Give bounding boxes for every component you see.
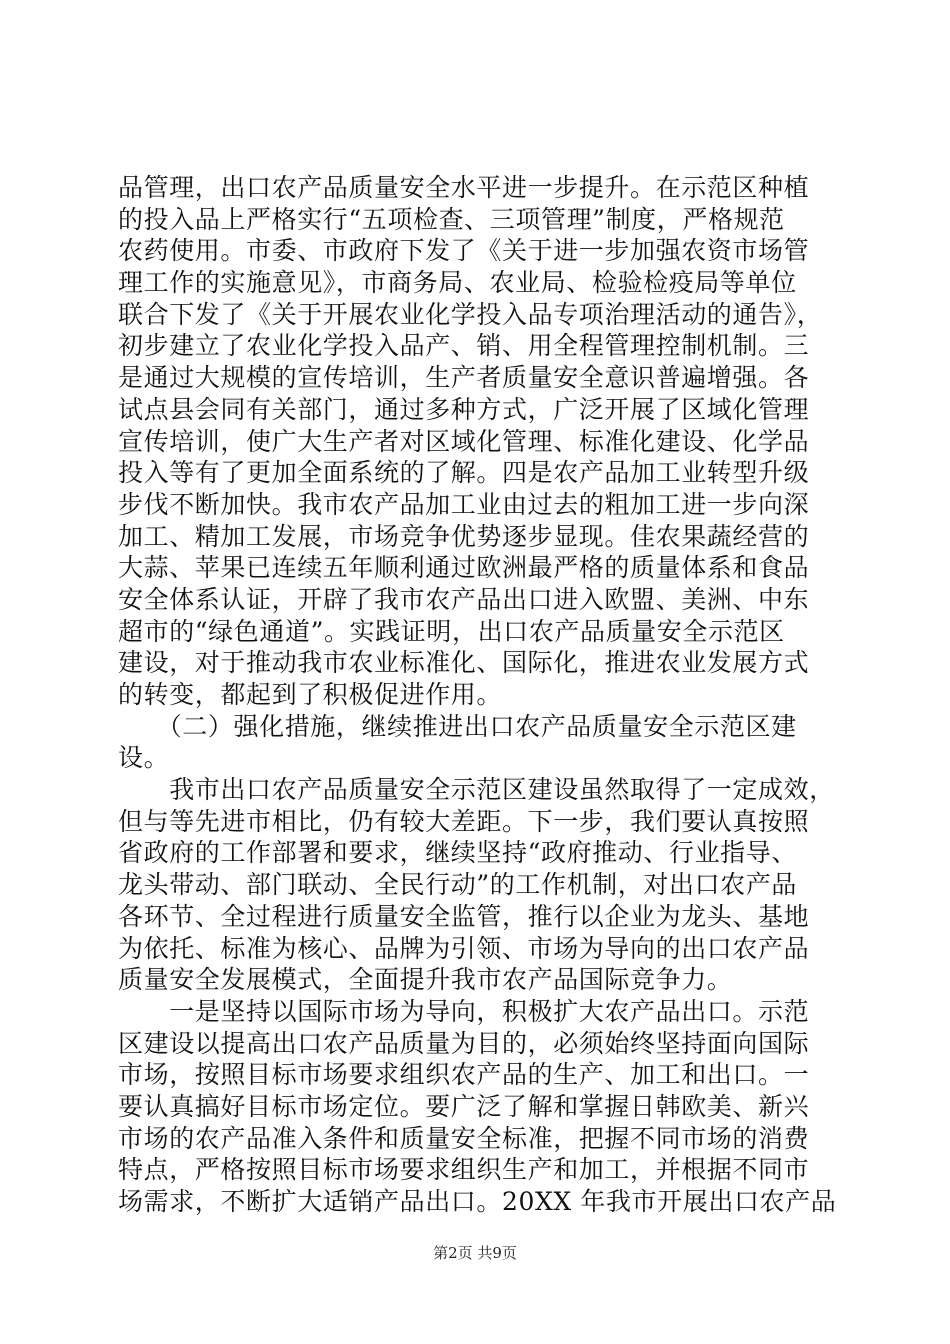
text-line: 我市出口农产品质量安全示范区建设虽然取得了一定成效， bbox=[118, 775, 835, 805]
text-line: 是通过大规模的宣传培训，生产者质量安全意识普遍增强。各 bbox=[118, 363, 810, 393]
text-line: 各环节、全过程进行质量安全监管，推行以企业为龙头、基地 bbox=[118, 901, 810, 931]
text-line: 市场，按照目标市场要求组织农产品的生产、加工和出口。一 bbox=[118, 1060, 810, 1090]
text-line: 特点，严格按照目标市场要求组织生产和加工，并根据不同市 bbox=[118, 1155, 810, 1185]
text-line: 质量安全发展模式，全面提升我市农产品国际竞争力。 bbox=[118, 965, 733, 995]
text-line: 加工、精加工发展，市场竞争优势逐步显现。佳农果蔬经营的 bbox=[118, 521, 810, 551]
text-line: 要认真搞好目标市场定位。要广泛了解和掌握日韩欧美、新兴 bbox=[118, 1091, 810, 1121]
text-line: 宣传培训，使广大生产者对区域化管理、标准化建设、化学品 bbox=[118, 426, 810, 456]
text-line: 超市的“绿色通道”。实践证明，出口农产品质量安全示范区 bbox=[118, 616, 785, 646]
text-line: 联合下发了《关于开展农业化学投入品专项治理活动的通告》， bbox=[118, 299, 823, 329]
text-line: 步伐不断加快。我市农产品加工业由过去的粗加工进一步向深 bbox=[118, 489, 810, 519]
text-line: 但与等先进市相比，仍有较大差距。下一步，我们要认真按照 bbox=[118, 806, 810, 836]
text-line: 建设，对于推动我市农业标准化、国际化，推进农业发展方式 bbox=[118, 648, 810, 678]
text-line: 品管理，出口农产品质量安全水平进一步提升。在示范区种植 bbox=[118, 173, 810, 202]
text-line: 理工作的实施意见》，市商务局、农业局、检验检疫局等单位 bbox=[118, 268, 797, 298]
text-line: 龙头带动、部门联动、全民行动”的工作机制，对出口农产品 bbox=[118, 870, 797, 900]
text-line: 为依托、标准为核心、品牌为引领、市场为导向的出口农产品 bbox=[118, 933, 810, 963]
text-line: 场需求，不断扩大适销产品出口。20XX 年我市开展出口农产品 bbox=[118, 1187, 837, 1216]
text-line: 农药使用。市委、市政府下发了《关于进一步加强农资市场管 bbox=[118, 236, 810, 266]
text-line: 的投入品上严格实行“五项检查、三项管理”制度，严格规范 bbox=[118, 204, 785, 234]
text-line: 大蒜、苹果已连续五年顺利通过欧洲最严格的质量体系和食品 bbox=[118, 553, 810, 583]
text-line: 省政府的工作部署和要求，继续坚持“政府推动、行业指导、 bbox=[118, 838, 797, 868]
text-line: 试点县会同有关部门，通过多种方式，广泛开展了区域化管理 bbox=[118, 394, 810, 424]
text-line: 一是坚持以国际市场为导向，积极扩大农产品出口。示范 bbox=[118, 996, 810, 1026]
page-footer: 第2页 共9页 bbox=[433, 1244, 517, 1262]
text-line: 的转变，都起到了积极促进作用。 bbox=[118, 680, 503, 709]
text-line: 区建设以提高出口农产品质量为目的，必须始终坚持面向国际 bbox=[118, 1028, 810, 1058]
text-line: 安全体系认证，开辟了我市农产品出口进入欧盟、美洲、中东 bbox=[118, 584, 810, 614]
text-line: 市场的农产品准入条件和质量安全标准，把握不同市场的消费 bbox=[118, 1123, 810, 1153]
section-heading-line: （二）强化措施，继续推进出口农产品质量安全示范区建 bbox=[118, 711, 797, 741]
text-line: 投入等有了更加全面系统的了解。四是农产品加工业转型升级 bbox=[118, 458, 810, 488]
section-heading-line: 设。 bbox=[118, 743, 170, 773]
document-body bbox=[118, 172, 838, 1218]
text-line: 初步建立了农业化学投入品产、销、用全程管理控制机制。三 bbox=[118, 331, 810, 361]
